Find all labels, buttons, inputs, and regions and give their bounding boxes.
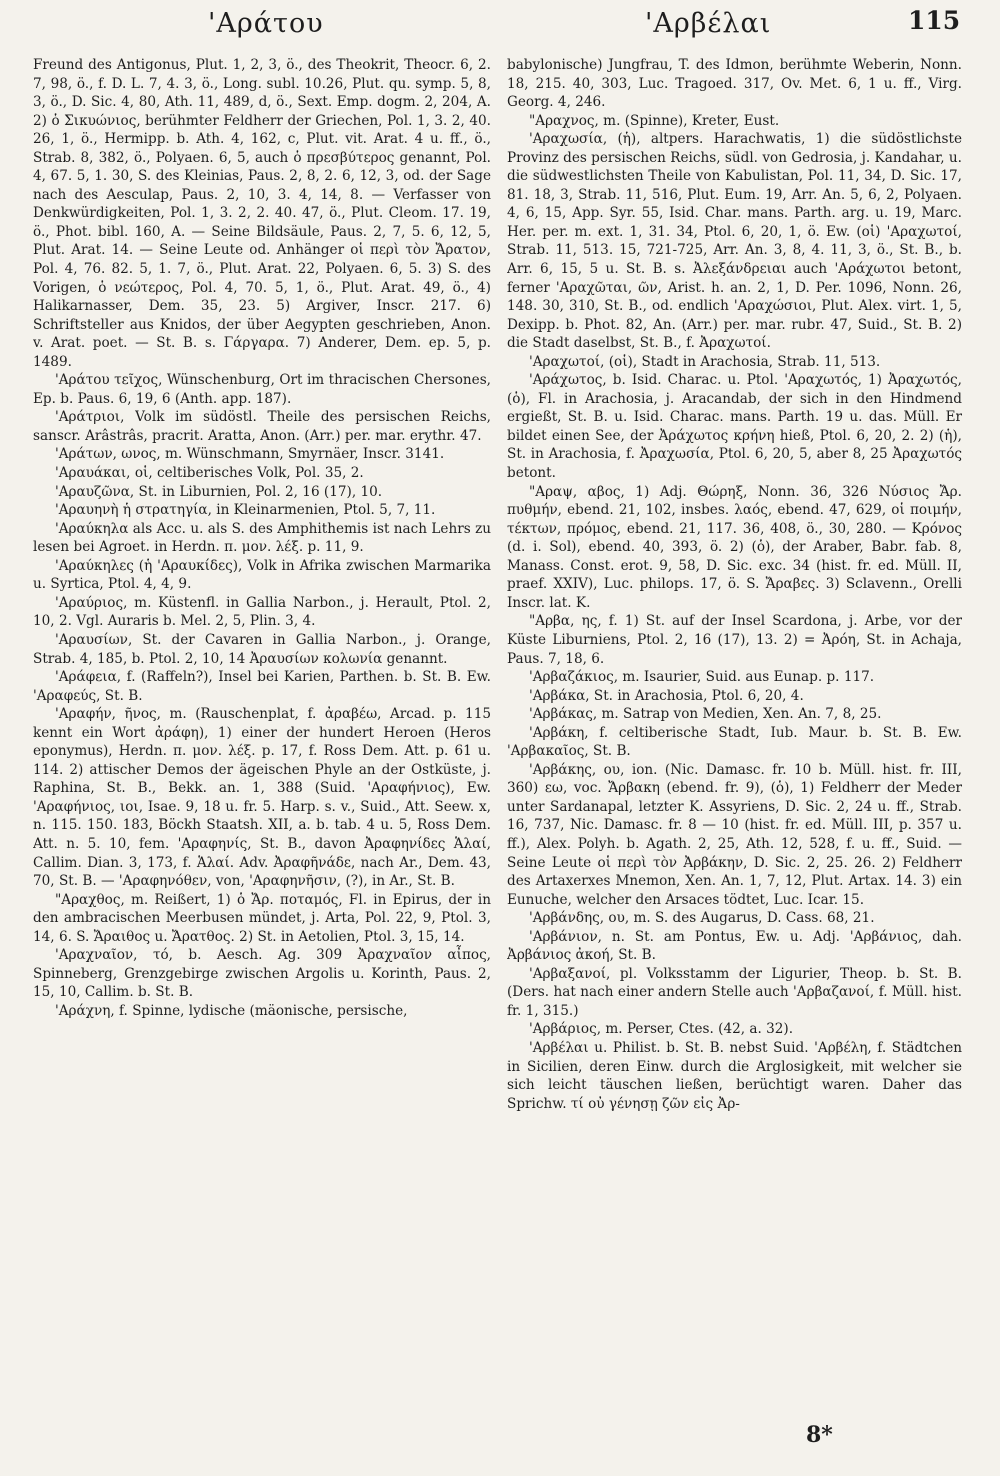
right-column bbox=[507, 56, 962, 1401]
dictionary-entry: "Αραχθος, m. Reißert, 1) ὁ Ἄρ. ποταμός, Fl. in Epirus, der in den ambracischen Meerbusen mündet, j. Arta, Pol. 22, 9, Ptol. 3, 14, 6. S. Ἄραιθος u. Ἄρατθος. 2) St. in Aetolien, Ptol. 3, 15, 14. bbox=[33, 891, 491, 945]
dictionary-entry: 'Αραφήν, ῆνος, m. (Rauschenplat, f. ἀραβέω, Arcad. p. 115 kennt ein Wort ἀράφη), 1) einer der hundert Heroen (Heros eponymus), Herdn. π. μον. λέξ. p. 17, f. Ross Dem. Att. p. 61 u. 114. 2) attischer Demos der ägeischen Phyle an der Ostküste, j. Raphina, St. B., Bekk. an. 1, 388 (Suid. 'Αραφήνιος), Ew. 'Αραφήνιος, ιοι, Isae. 9, 18 u. fr. 5. Harp. s. v., Suid., Att. Seew. x, n. 115. 150. 183, Böckh Staatsh. XII, a. b. tab. 4 u. 5, Ross Dem. Att. n. 5. 10, fem. 'Αραφηνίς, St. B., davon Ἀραφηνίδες Ἁλαί, Callim. Dian. 3, 173, f. Ἁλαί. Adv. Ἀραφῆνάδε, nach Ar., Dem. 43, 70, St. B. — 'Αραφηνόθεν, von, 'Αραφηνῆσιν, (?), in Ar., St. B. bbox=[33, 706, 491, 890]
dictionary-entry: 'Αρβάνδης, ου, m. S. des Augarus, D. Cass. 68, 21. bbox=[529, 910, 875, 927]
dictionary-entry: 'Αρβάκης, ου, ion. (Nic. Damasc. fr. 10 b. Müll. hist. fr. III, 360) εω, voc. Ἄρβακη (ebend. fr. 9), (ὁ), 1) Feldherr der Meder unter Sardanapal, letzter K. Assyriens, D. Sic. 2, 24 u. ff., Strab. 16, 737, Nic. Damasc. fr. 8 — 10 (hist. fr. ed. Müll. III, p. 357 u. ff.), Alex. Polyh. b. Agath. 2, 25, Ath. 12, 528, f. u. ff., Suid. — Seine Leute οἱ περὶ τὸν Ἀρβάκην, D. Sic. 2, 25. 26. 2) Feldherr des Artaxerxes Mnemon, Xen. An. 1, 7, 12, Plut. Artax. 14. 3) ein Eunuche, welcher den Arsaces tödtet, Luc. Icar. 15. bbox=[507, 761, 962, 908]
dictionary-entry: "Αραψ, αβος, 1) Adj. Θώρηξ, Nonn. 36, 326 Νύσιος Ἄρ. πυθμήν, ebend. 21, 102, insbes. λαός, ebend. 47, 629, οἱ ποιμήν, τέκτων, πρόμος, ebend. 21, 117. 36, 408, ö., 30, 280. — Κρόνος (d. i. Sol), ebend. 40, 393, ö. 2) (ὁ), der Araber, Babr. fab. 8, Manass. Const. erot. 9, 58, D. Sic. exc. 34 (hist. fr. ed. Müll. II, praef. XXIV), Luc. philops. 17, ö. S. Ἄραβες. 3) Sclavenn., Orelli Inscr. lat. K. bbox=[507, 483, 962, 611]
dictionary-entry: 'Αράφεια, f. (Raffeln?), Insel bei Karien, Parthen. b. St. B. Ew. 'Αραφεύς, St. B. bbox=[33, 669, 491, 704]
dictionary-entry: 'Αρβάριος, m. Perser, Ctes. (42, a. 32). bbox=[529, 1021, 794, 1038]
dictionary-entry: 'Αραύκηλα als Acc. u. als S. des Amphithemis ist nach Lehrs zu lesen bei Agroet. in Herdn. π. μον. λέξ. p. 11, 9. bbox=[33, 520, 491, 556]
dictionary-entry: Freund des Antigonus, Plut. 1, 2, 3, ö., des Theokrit, Theocr. 6, 2. 7, 98, ö., f. D. L. 7, 4. 3, ö., Long. subl. 10.26, Plut. qu. symp. 5, 8, 3, ö., D. Sic. 4, 80, Ath. 11, 489, d, ö., Sext. Emp. dogm. 2, 204, A. 2) ὁ Σικυώνιος, berühmter Feldherr der Griechen, Pol. 1, 3. 2, 40. 26, 1, ö., Hermipp. b. Ath. 4, 162, c, Plut. vit. Arat. 4 u. ff., ö., Strab. 8, 382, ö., Polyaen. 6, 5, auch ὁ πρεσβύτερος genannt, Pol. 4, 67. 5, 1. 30, S. des Kleinias, Paus. 2, 8, 2. 6, 12, 3, od. der Sage nach des Aesculap, Paus. 2, 10, 3. 4, 14, 8. — Verfasser von Denkwürdigkeiten, Pol. 1, 3. 2, 2. 40. 47, ö., Plut. Cleom. 17. 19, ö., Phot. bibl. 160, A. — Seine Bildsäule, Paus. 2, 7, 5. 6, 12, 5, Plut. Arat. 14. — Seine Leute od. Anhänger οἱ περὶ τὸν Ἄρατον, Pol. 4, 76. 82. 5, 1. 7, ö., Plut. Arat. 22, Polyaen. 6, 5. 3) S. des Vorigen, ὁ νεώτερος, Pol. 4, 70. 5, 1, ö., Plut. Arat. 49, ö., 4) Halikarnasser, Dem. 35, 23. 5) Argiver, Inscr. 217. 6) Schriftsteller aus Knidos, der über Aegypten geschrieben, Anon. v. Arat. poet. — St. B. s. Γάργαρα. 7) Anderer, Dem. ep. 5, p. 1489. bbox=[33, 57, 491, 370]
dictionary-entry: babylonische) Jungfrau, T. des Idmon, berühmte Weberin, Nonn. 18, 215. 40, 303, Luc. Tragoed. 317, Ov. Met. 6, 1 u. ff., Virg. Georg. 4, 246. bbox=[507, 57, 962, 111]
dictionary-entry: 'Αραυσίων, St. der Cavaren in Gallia Narbon., j. Orange, Strab. 4, 185, b. Ptol. 2, 10, 14 Ἀραυσίων κολωνία genannt. bbox=[33, 631, 491, 667]
dictionary-entry: 'Αραχωτοί, (οἱ), Stadt in Arachosia, Strab. 11, 513. bbox=[529, 353, 881, 370]
dictionary-entry: 'Αρβέλαι u. Philist. b. St. B. nebst Suid. 'Αρβέλη, f. Städtchen in Sicilien, deren Einw. durch die Arglosigkeit, mit welcher sie sich leicht täuschen ließen, berüchtigt waren. Daher das Sprichw. τί οὐ γένησῃ ζῶν εἰς Ἀρ- bbox=[507, 1039, 962, 1112]
running-head-left: 'Αράτου bbox=[208, 8, 324, 39]
dictionary-entry: 'Αράτου τεῖχος, Wünschenburg, Ort im thracischen Chersones, Ep. b. Paus. 6, 19, 6 (Anth. app. 187). bbox=[33, 372, 491, 407]
dictionary-entry: 'Αρβαξανοί, pl. Volksstamm der Ligurier, Theop. b. St. B. (Ders. hat nach einer andern Stelle auch 'Αρβαζανοί, f. Müll. hist. fr. 1, 315.) bbox=[507, 965, 962, 1019]
dictionary-entry: 'Αραύκηλες (ἡ 'Αραυκίδες), Volk in Afrika zwischen Marmarika u. Syrtica, Ptol. 4, 4, 9. bbox=[33, 557, 491, 593]
dictionary-entry: 'Αραυάκαι, οἱ, celtiberisches Volk, Pol. 35, 2. bbox=[55, 465, 364, 482]
dictionary-entry: 'Αράχωτος, b. Isid. Charac. u. Ptol. 'Αραχωτός, 1) Ἀραχωτός, (ὁ), Fl. in Arachosia, j. Aracandab, der sich in den Hindmend ergießt, St. B. u. Isid. Charac. mans. Parth. 19 u. das. Müll. Er bildet einen See, der Ἀράχωτος κρήνη hieß, Ptol. 6, 20, 2. 2) (ἡ), St. in Arachosia, f. Ἀραχωσία, Ptol. 6, 20, 5, aber 8, 25 Ἀραχωτός betont. bbox=[507, 372, 962, 482]
dictionary-entry: 'Αραχναῖον, τό, b. Aesch. Ag. 309 Ἀραχναῖον αἶπος, Spinneberg, Grenzgebirge zwischen Argolis u. Korinth, Paus. 2, 15, 10, Callim. b. St. B. bbox=[33, 947, 491, 1001]
dictionary-entry: 'Αραυηνὴ ἡ στρατηγία, in Kleinarmenien, Ptol. 5, 7, 11. bbox=[55, 502, 436, 519]
left-column bbox=[33, 56, 491, 1401]
dictionary-entry: "Αρβα, ης, f. 1) St. auf der Insel Scardona, j. Arbe, vor der Küste Liburniens, Ptol. 2, 16 (17), 13. 2) = Ἀρόη, St. in Achaja, Paus. 7, 18, 6. bbox=[507, 613, 962, 667]
dictionary-entry: 'Αραχωσία, (ἡ), altpers. Harachwatis, 1) die südöstlichste Provinz des persischen Reichs, südl. von Gedrosia, j. Kandahar, u. die südwestlichsten Theile von Kabulistan, Pol. 11, 34, D. Sic. 17, 81. 18, 3, Strab. 11, 516, Plut. Eum. 19, Arr. An. 5, 6, 2, Polyaen. 4, 6, 15, App. Syr. 55, Isid. Char. mans. Parth. arg. u. 19, Marc. Her. per. m. ext. 1, 31. 34, Ptol. 6, 20, 1, ö. Ew. (οἱ) 'Αραχωτοί, Strab. 11, 513. 15, 721-725, Arr. An. 3, 8, 4. 11, 3, ö., St. B., b. Arr. 6, 15, 5 u. St. B. s. Ἀλεξάνδρειαι auch 'Αράχωτοι betont, ferner 'Αραχῶται, ῶν, Arist. h. an. 2, 1, D. Per. 1096, Nonn. 26, 148. 30, 310, St. B., od. endlich 'Αραχώσιοι, Plut. Alex. virt. 1, 5, Dexipp. b. Phot. 82, An. (Arr.) per. mar. rubr. 47, Suid., St. B. 2) die Stadt daselbst, St. B., f. Ἀραχωτοί. bbox=[507, 131, 962, 352]
dictionary-entry: "Αραχνος, m. (Spinne), Kreter, Eust. bbox=[529, 112, 780, 129]
dictionary-entry: 'Αράχνη, f. Spinne, lydische (mäonische, persische, bbox=[55, 1002, 408, 1019]
dictionary-entry: 'Αράτριοι, Volk im südöstl. Theile des persischen Reichs, sanscr. Arâstrâs, pracrit. Aratta, Anon. (Arr.) per. mar. erythr. 47. bbox=[33, 409, 491, 444]
dictionary-entry: 'Αρβάνιον, n. St. am Pontus, Ew. u. Adj. 'Αρβάνιος, dah. Ἀρβάνιος ἀκοή, St. B. bbox=[507, 928, 962, 964]
signature-mark: 8* bbox=[806, 1422, 833, 1448]
dictionary-entry: 'Αραύριος, m. Küstenfl. in Gallia Narbon., j. Herault, Ptol. 2, 10, 2. Vgl. Auraris b. Mel. 2, 5, Plin. 3, 4. bbox=[33, 594, 491, 630]
dictionary-entry: 'Αράτων, ωνος, m. Wünschmann, Smyrnäer, Inscr. 3141. bbox=[55, 446, 445, 463]
running-head-right: 'Αρβέλαι bbox=[645, 8, 772, 39]
dictionary-entry: 'Αραυζῶνα, St. in Liburnien, Pol. 2, 16 (17), 10. bbox=[55, 483, 383, 500]
dictionary-entry: 'Αρβάκας, m. Satrap von Medien, Xen. An. 7, 8, 25. bbox=[529, 706, 882, 723]
dictionary-entry: 'Αρβάκη, f. celtiberische Stadt, Iub. Maur. b. St. B. Ew. 'Αρβακαῖος, St. B. bbox=[507, 724, 962, 760]
dictionary-entry: 'Αρβάκα, St. in Arachosia, Ptol. 6, 20, 4. bbox=[529, 687, 804, 704]
dictionary-entry: 'Αρβαζάκιος, m. Isaurier, Suid. aus Eunap. p. 117. bbox=[529, 669, 875, 686]
page-number: 115 bbox=[908, 6, 961, 35]
page-header bbox=[0, 0, 1000, 50]
